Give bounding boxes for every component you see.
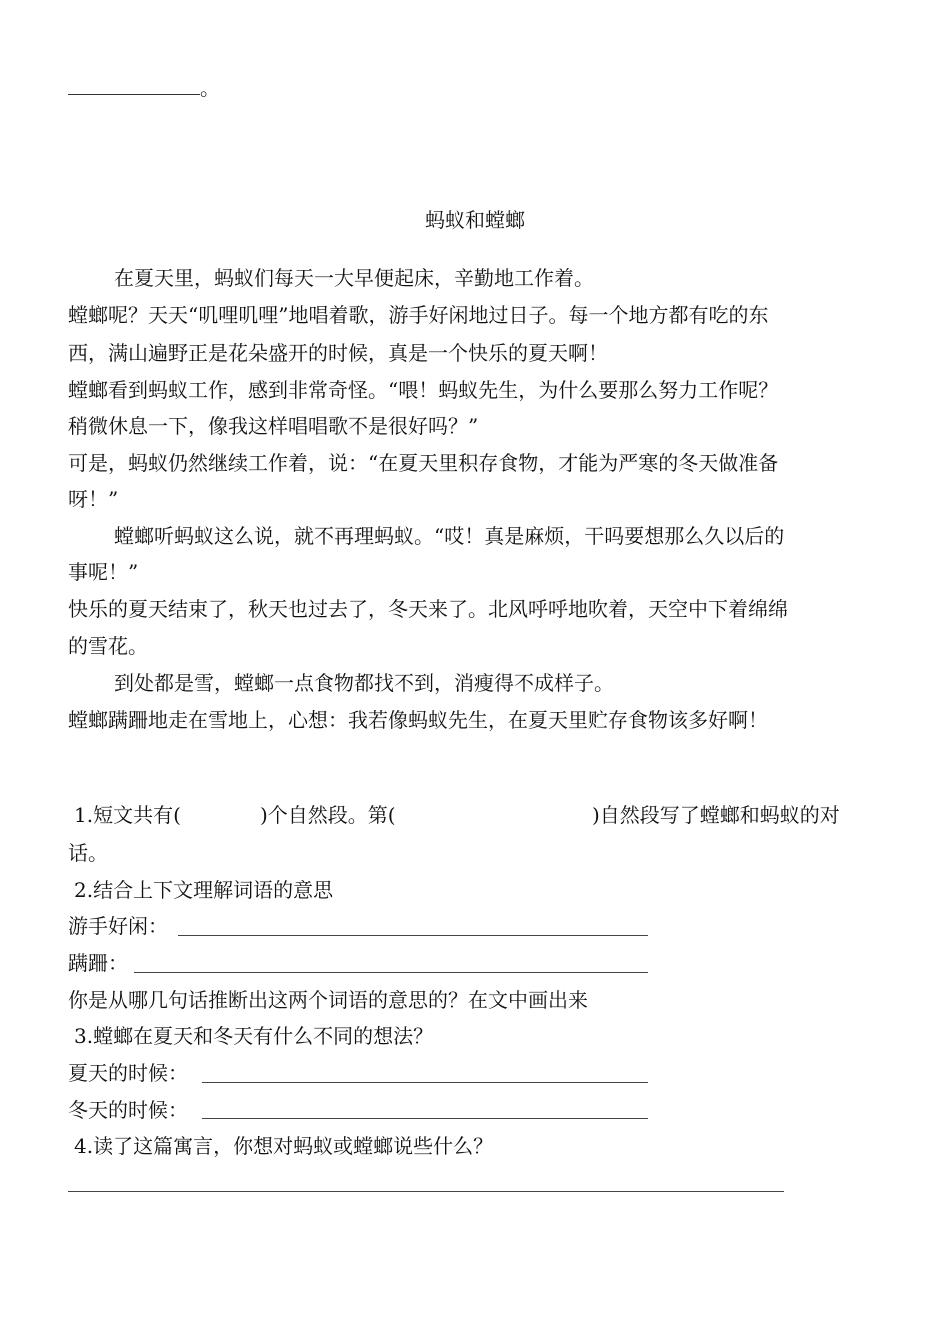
answer-line-word-2[interactable] xyxy=(134,972,648,973)
story-line: 的雪花。 xyxy=(68,634,148,658)
story-line: 快乐的夏天结束了，秋天也过去了，冬天来了。北风呼呼地吹着，天空中下着绵绵 xyxy=(68,597,788,621)
question-2: 2.结合上下文理解词语的意思 xyxy=(74,878,334,902)
story-line: 在夏天里，蚂蚁们每天一大早便起床，辛勤地工作着。 xyxy=(114,266,594,290)
question-2-word-1: 游手好闲： xyxy=(68,914,168,938)
question-2-word-2: 蹒跚： xyxy=(68,951,128,975)
question-1-part-a: 1.短文共有( xyxy=(74,803,181,827)
question-3-summer: 夏天的时候： xyxy=(68,1061,188,1085)
story-line: 螳螂看到蚂蚁工作，感到非常奇怪。“喂！蚂蚁先生，为什么要那么努力工作呢？ xyxy=(68,378,779,402)
top-answer-line xyxy=(68,76,888,100)
story-line: 西，满山遍野正是花朵盛开的时候，真是一个快乐的夏天啊！ xyxy=(68,341,608,365)
answer-line-summer[interactable] xyxy=(202,1082,648,1083)
story-title: 蚂蚁和螳螂 xyxy=(425,208,525,232)
story-line: 螳螂呢？天天“叽哩叽哩”地唱着歌，游手好闲地过日子。每一个地方都有吃的东 xyxy=(68,303,769,327)
story-line: 稍微休息一下，像我这样唱唱歌不是很好吗？” xyxy=(68,414,479,438)
story-line: 呀！” xyxy=(68,487,119,511)
question-1-part-d: 话。 xyxy=(68,841,108,865)
question-2-note: 你是从哪几句话推断出这两个词语的意思的？在文中画出来 xyxy=(68,988,588,1012)
story-line: 到处都是雪，螳螂一点食物都找不到，消瘦得不成样子。 xyxy=(114,671,614,695)
answer-blank[interactable] xyxy=(68,76,200,95)
story-line: 事呢！” xyxy=(68,560,139,584)
question-1-part-c: )自然段写了螳螂和蚂蚁的对 xyxy=(592,803,840,827)
question-4: 4.读了这篇寓言，你想对蚂蚁或螳螂说些什么？ xyxy=(74,1134,494,1158)
answer-line-word-1[interactable] xyxy=(178,935,648,936)
question-1-part-b: )个自然段。第( xyxy=(260,803,396,827)
answer-line-winter[interactable] xyxy=(202,1118,648,1119)
question-3: 3.螳螂在夏天和冬天有什么不同的想法？ xyxy=(74,1024,434,1048)
story-line: 螳螂听蚂蚁这么说，就不再理蚂蚁。“哎！真是麻烦，干吗要想那么久以后的 xyxy=(114,524,785,548)
story-line: 可是，蚂蚁仍然继续工作着，说：“在夏天里积存食物，才能为严寒的冬天做准备 xyxy=(68,451,779,475)
answer-line-q4[interactable] xyxy=(68,1191,784,1192)
story-line: 螳螂蹒跚地走在雪地上，心想：我若像蚂蚁先生，在夏天里贮存食物该多好啊！ xyxy=(68,708,768,732)
end-mark: 。 xyxy=(200,76,220,100)
question-3-winter: 冬天的时候： xyxy=(68,1098,188,1122)
